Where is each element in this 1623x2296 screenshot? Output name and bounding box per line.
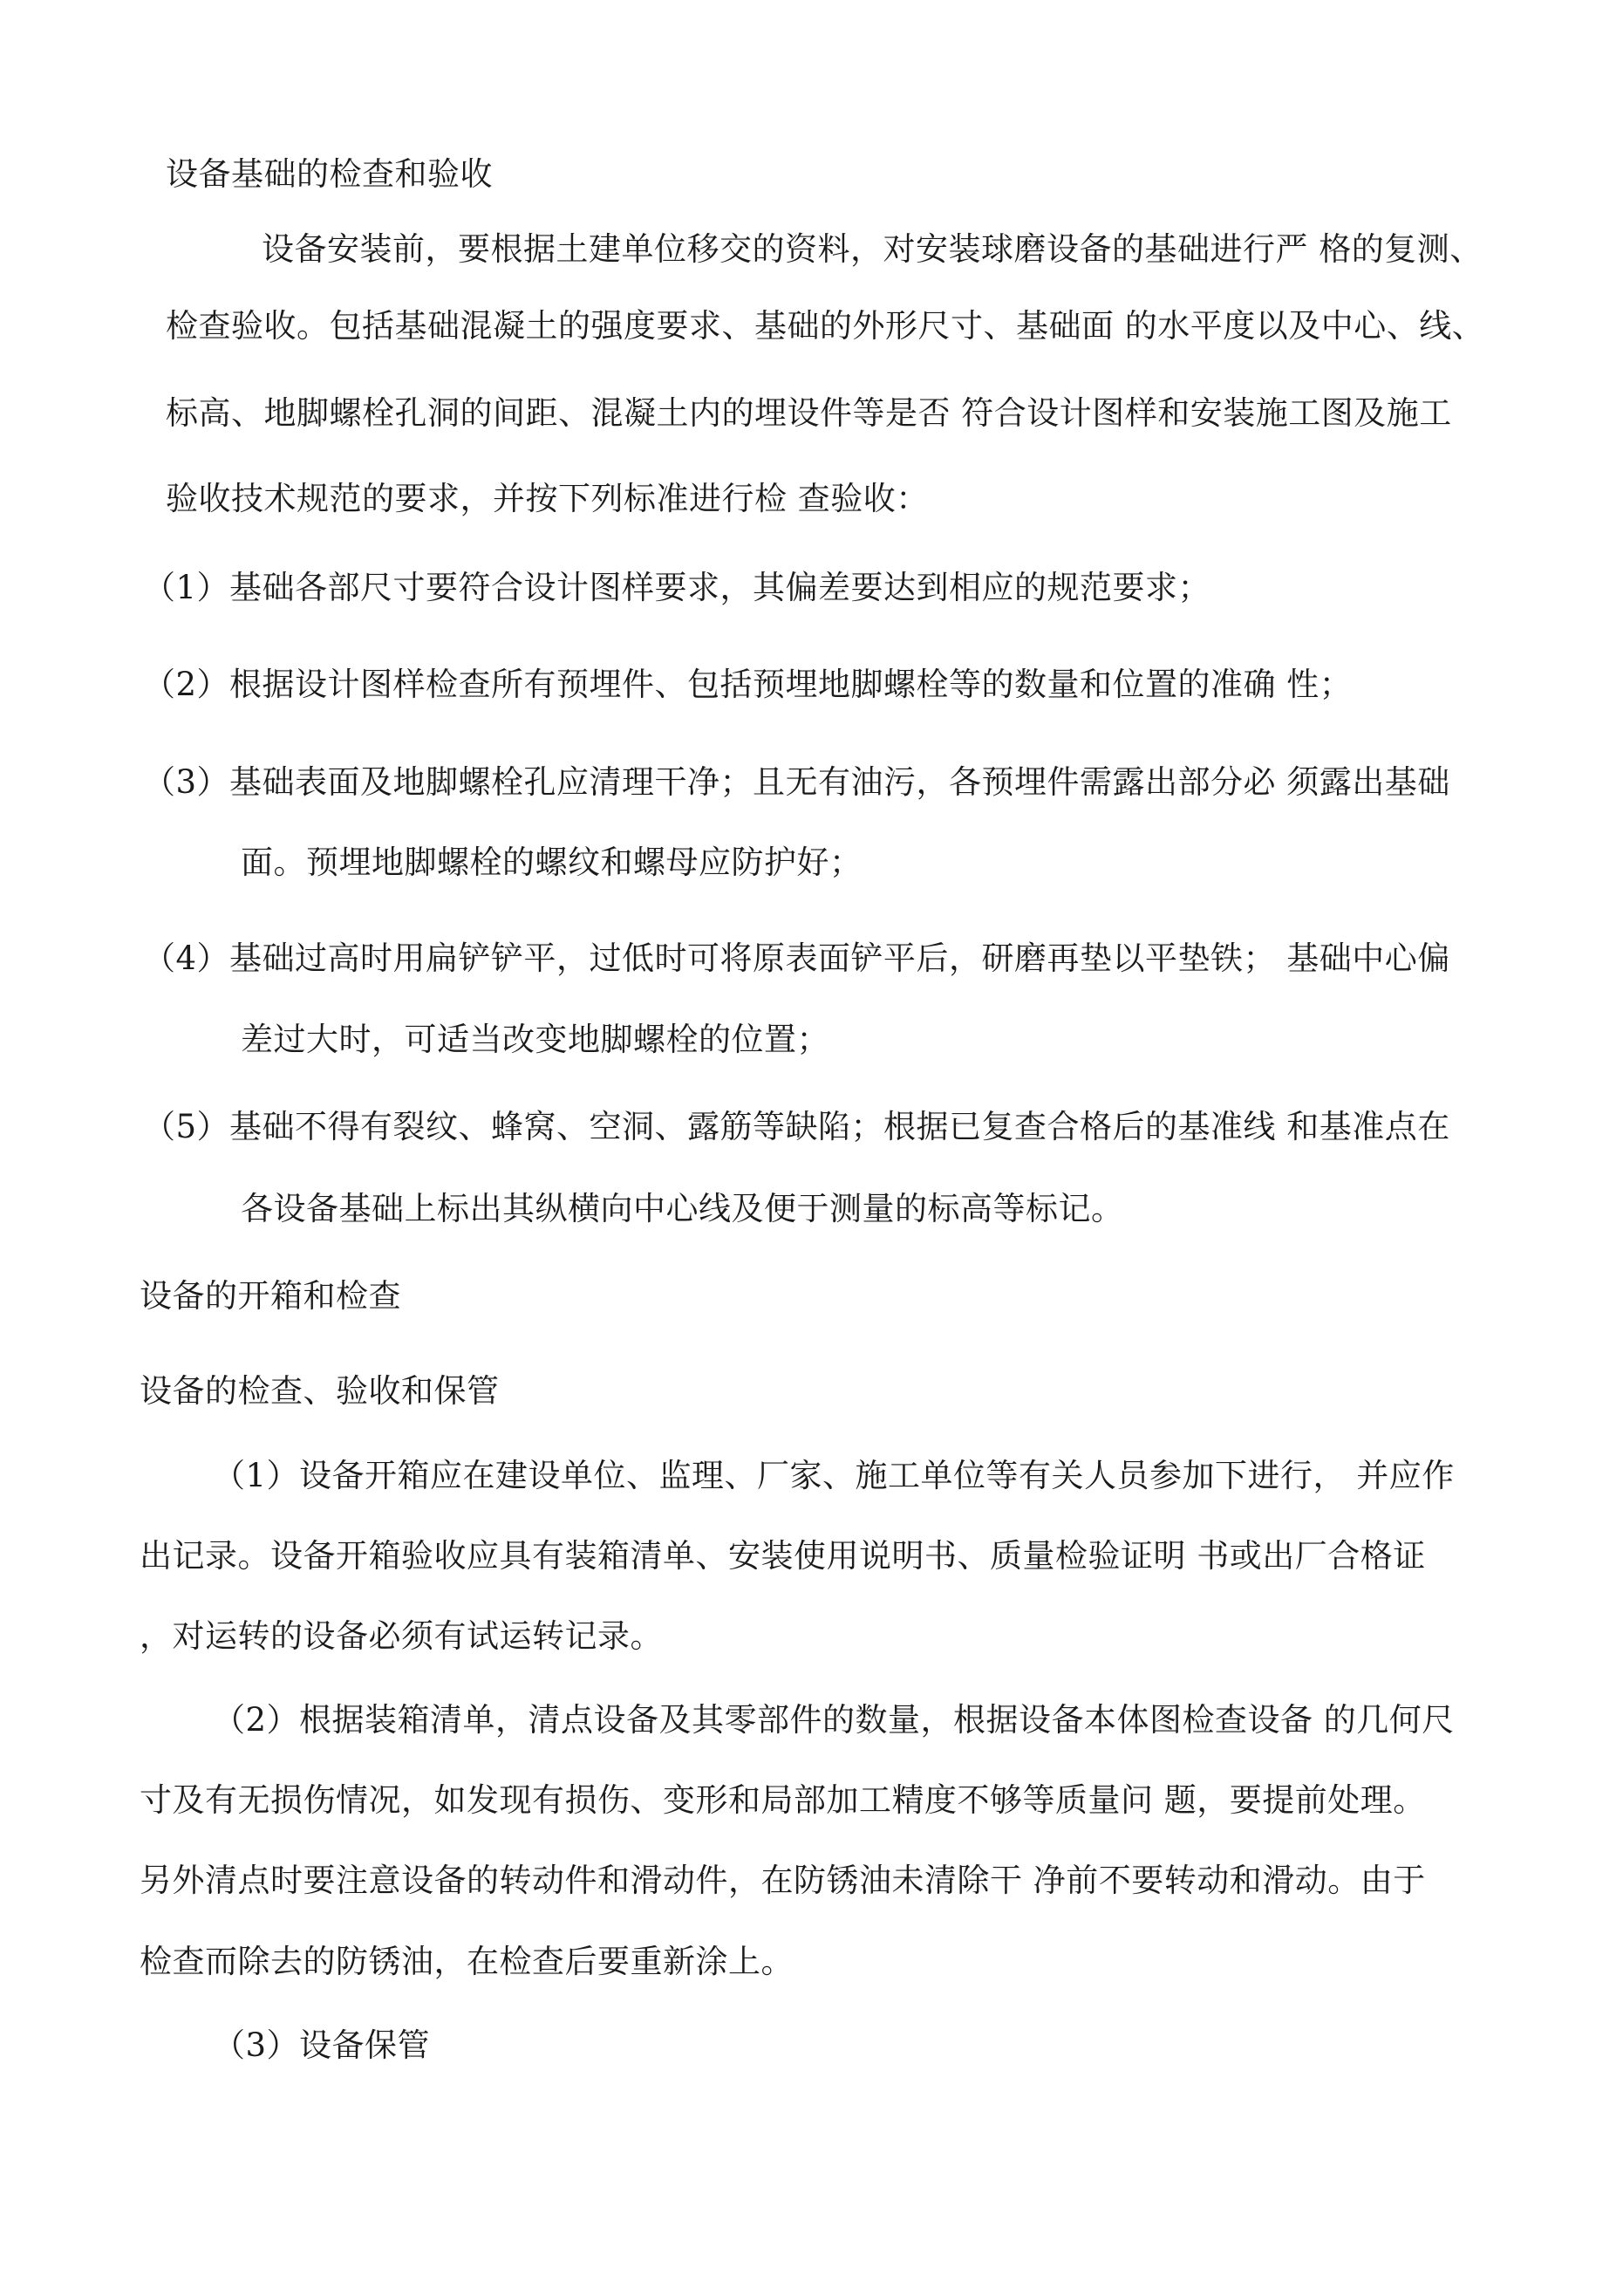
standard-item-1: （1）基础各部尺寸要符合设计图样要求，其偏差要达到相应的规范要求； (143, 569, 1211, 606)
standard-item-4: （4）基础过高时用扁铲铲平，过低时可将原表面铲平后，研磨再垫以平垫铁； 基础中心偏 (143, 940, 1450, 977)
standard-item-3-continuation: 面。预埋地脚螺栓的螺纹和螺母应防护好； (241, 844, 863, 881)
intro-line: 标高、地脚螺栓孔洞的间距、混凝土内的埋设件等是否 符合设计图样和安装施工图及施工 (166, 394, 1452, 432)
intro-line: 设备安装前，要根据土建单位移交的资料，对安装球磨设备的基础进行严 格的复测、 (262, 230, 1483, 268)
section-heading-unpacking: 设备的开箱和检查 (140, 1277, 401, 1315)
inspection-item-3: （3）设备保管 (213, 2026, 431, 2064)
inspection-item-1: （1）设备开箱应在建设单位、监理、厂家、施工单位等有关人员参加下进行， 并应作 (213, 1457, 1455, 1494)
standard-item-5-continuation: 各设备基础上标出其纵横向中心线及便于测量的标高等标记。 (241, 1190, 1124, 1227)
section-heading-inspection-storage: 设备的检查、验收和保管 (140, 1372, 500, 1410)
intro-line: 检查验收。包括基础混凝土的强度要求、基础的外形尺寸、基础面 的水平度以及中心、线、 (166, 307, 1485, 345)
inspection-item-1-continuation: ，对运转的设备必须有试运转记录。 (140, 1617, 663, 1655)
intro-line: 验收技术规范的要求，并按下列标准进行检 查验收： (166, 480, 929, 517)
section-heading-foundation-inspection: 设备基础的检查和验收 (166, 155, 493, 193)
inspection-item-2-continuation: 检查而除去的防锈油，在检查后要重新涂上。 (140, 1943, 794, 1980)
standard-item-4-continuation: 差过大时，可适当改变地脚螺栓的位置； (241, 1021, 829, 1058)
standard-item-5: （5）基础不得有裂纹、蜂窝、空洞、露筋等缺陷；根据已复查合格后的基准线 和基准点在 (143, 1108, 1450, 1145)
inspection-item-2-continuation: 另外清点时要注意设备的转动件和滑动件，在防锈油未清除干 净前不要转动和滑动。由于 (140, 1862, 1426, 1899)
inspection-item-2: （2）根据装箱清单，清点设备及其零部件的数量，根据设备本体图检查设备 的几何尺 (213, 1701, 1455, 1739)
inspection-item-2-continuation: 寸及有无损伤情况，如发现有损伤、变形和局部加工精度不够等质量问 题，要提前处理。 (140, 1781, 1426, 1819)
standard-item-3: （3）基础表面及地脚螺栓孔应清理干净；且无有油污，各预埋件需露出部分必 须露出基础 (143, 763, 1450, 801)
standard-item-2: （2）根据设计图样检查所有预埋件、包括预埋地脚螺栓等的数量和位置的准确 性； (143, 666, 1353, 703)
inspection-item-1-continuation: 出记录。设备开箱验收应具有装箱清单、安装使用说明书、质量检验证明 书或出厂合格证 (140, 1537, 1426, 1575)
